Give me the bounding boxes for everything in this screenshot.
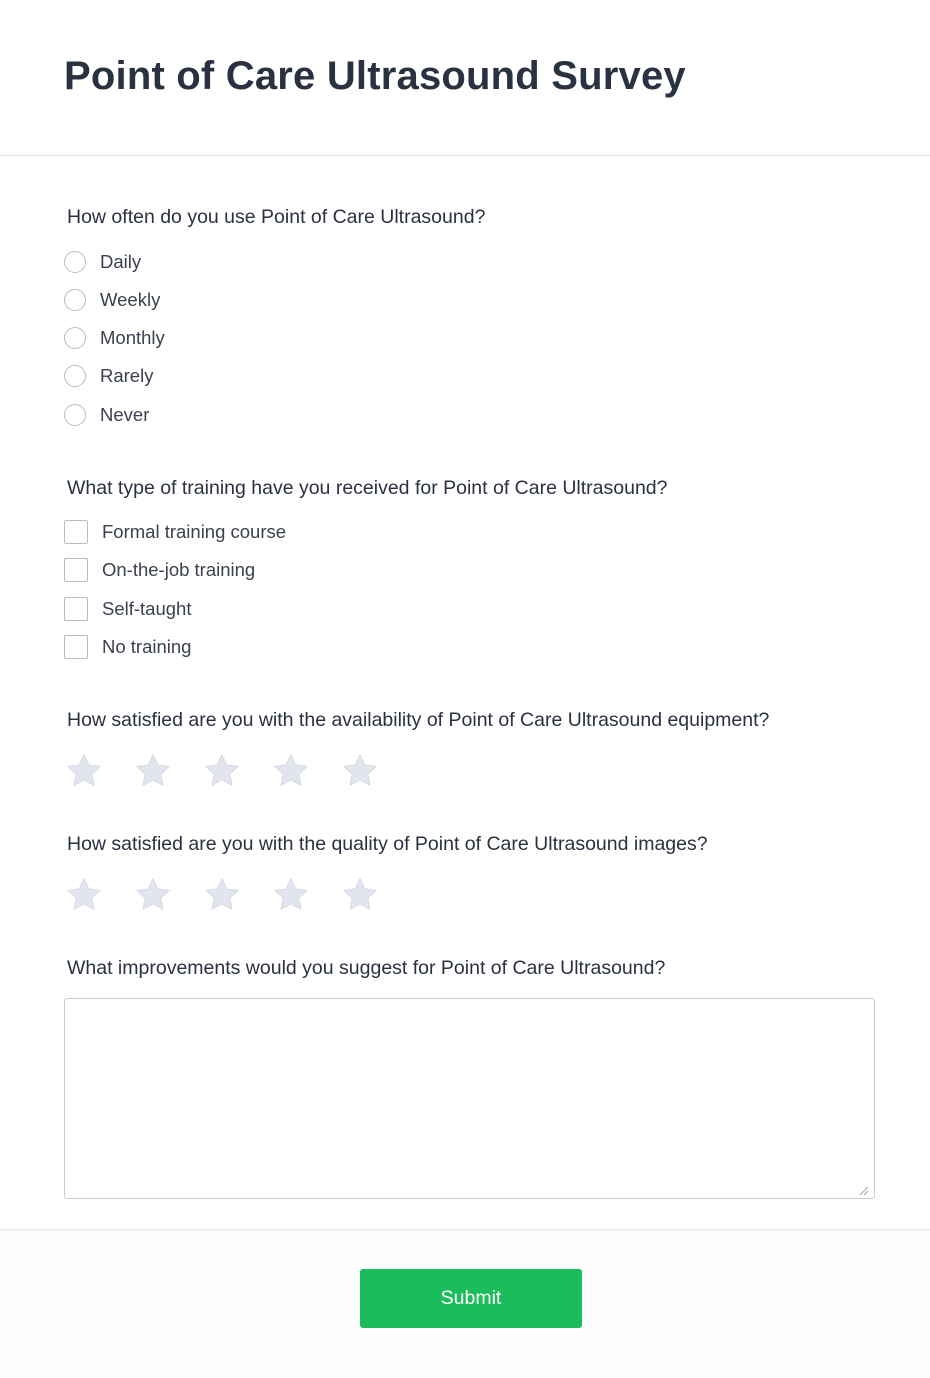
radio-option-rarely[interactable] <box>64 363 153 389</box>
radio-label: Weekly <box>100 289 161 310</box>
question-frequency: How often do you use Point of Care Ultrasound? <box>67 206 486 228</box>
question-equipment-availability: How satisfied are you with the availability of Point of Care Ultrasound equipment? <box>67 709 770 731</box>
checkbox[interactable] <box>64 558 88 582</box>
star-icon[interactable] <box>133 875 173 915</box>
question-image-quality: How satisfied are you with the quality of Point of Care Ultrasound images? <box>67 833 708 855</box>
checkbox-option-formal[interactable] <box>64 519 286 545</box>
checkbox[interactable] <box>64 635 88 659</box>
star-icon[interactable] <box>133 751 173 791</box>
checkbox-option-self-taught[interactable] <box>64 596 191 622</box>
checkbox[interactable] <box>64 520 88 544</box>
submit-button[interactable]: Submit <box>360 1269 582 1328</box>
checkbox-label: Formal training course <box>102 521 287 542</box>
radio-label: Rarely <box>100 365 154 386</box>
star-icon[interactable] <box>64 875 104 915</box>
radio-button[interactable] <box>64 251 86 273</box>
radio-label: Monthly <box>100 327 165 348</box>
resize-grip-icon[interactable] <box>857 1184 869 1196</box>
radio-button[interactable] <box>64 404 86 426</box>
radio-option-daily[interactable] <box>64 249 141 275</box>
checkbox-option-on-the-job[interactable] <box>64 557 255 583</box>
radio-button[interactable] <box>64 289 86 311</box>
checkbox-label: On-the-job training <box>102 559 256 580</box>
radio-option-monthly[interactable] <box>64 325 165 351</box>
star-icon[interactable] <box>64 751 104 791</box>
radio-option-never[interactable] <box>64 402 149 428</box>
star-icon[interactable] <box>340 875 380 915</box>
star-icon[interactable] <box>202 751 242 791</box>
radio-label: Never <box>100 404 150 425</box>
improvements-textarea[interactable] <box>64 998 875 1199</box>
checkbox-label: Self-taught <box>102 598 192 619</box>
question-training: What type of training have you received for Point of Care Ultrasound? <box>67 477 668 499</box>
star-rating-quality[interactable] <box>64 875 409 915</box>
star-icon[interactable] <box>271 751 311 791</box>
checkbox[interactable] <box>64 597 88 621</box>
question-improvements: What improvements would you suggest for Point of Care Ultrasound? <box>67 957 666 979</box>
star-icon[interactable] <box>271 875 311 915</box>
page-title: Point of Care Ultrasound Survey <box>64 54 686 98</box>
survey-header <box>0 0 930 156</box>
survey-footer <box>0 1230 930 1378</box>
checkbox-label: No training <box>102 636 192 657</box>
radio-label: Daily <box>100 251 142 272</box>
radio-button[interactable] <box>64 365 86 387</box>
star-icon[interactable] <box>340 751 380 791</box>
radio-button[interactable] <box>64 327 86 349</box>
star-icon[interactable] <box>202 875 242 915</box>
checkbox-option-none[interactable] <box>64 634 191 660</box>
star-rating-availability[interactable] <box>64 751 409 791</box>
radio-option-weekly[interactable] <box>64 287 160 313</box>
survey-body <box>0 156 930 1230</box>
